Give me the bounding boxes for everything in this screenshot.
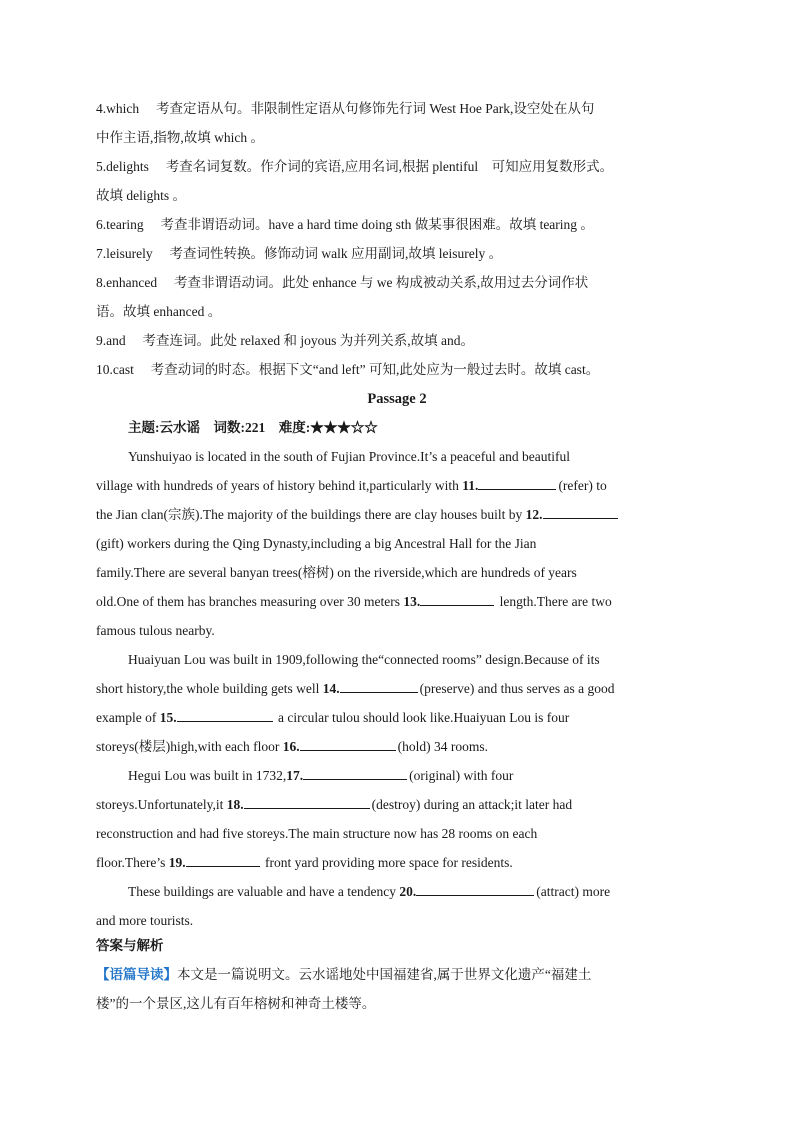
p4-line-1-text: These buildings are valuable and have a tendency	[128, 884, 400, 899]
p2-line-3	[96, 708, 569, 728]
p1-line-5: family.There are several banyan trees(榕树) on the riverside,which are hundreds of years	[96, 565, 577, 580]
blank-17[interactable]	[303, 766, 407, 780]
p3-line-1-hint: (original) with four	[409, 768, 514, 783]
blank-number-14: 14.	[322, 681, 340, 696]
blank-20[interactable]	[416, 882, 534, 896]
passage-title: Passage 2	[367, 391, 427, 407]
blank-number-17: 17.	[286, 768, 304, 783]
p2-line-2-hint: (preserve) and thus serves as a good	[419, 681, 615, 696]
p1-line-6-tail: length.There are two	[496, 594, 612, 609]
p1-line-6	[96, 592, 612, 612]
passage-meta: 主题:云水谣 词数:221 难度:★★★☆☆	[128, 420, 378, 435]
p1-line-4: (gift) workers during the Qing Dynasty,including a big Ancestral Hall for the Jian	[96, 536, 537, 551]
p1-line-2	[96, 476, 607, 496]
p3-line-4	[96, 853, 513, 873]
p2-line-4	[96, 737, 488, 757]
blank-18[interactable]	[244, 795, 370, 809]
answer-8-line-1: 8.enhanced 考查非谓语动词。此处 enhance 与 we 构成被动关系,故用过去分词作状	[96, 275, 589, 290]
blank-number-11: 11.	[462, 478, 479, 493]
blank-13[interactable]	[420, 592, 494, 606]
p1-line-1: Yunshuiyao is located in the south of Fujian Province.It’s a peaceful and beautiful	[128, 449, 571, 464]
p1-line-3-text: the Jian clan(宗族).The majority of the buildings there are clay houses built by	[96, 507, 526, 522]
p2-line-4-text: storeys(楼层)high,with each floor	[96, 739, 283, 754]
p1-line-6-text: old.One of them has branches measuring over 30 meters	[96, 594, 404, 609]
p1-line-7: famous tulous nearby.	[96, 623, 215, 638]
p3-line-4-tail: front yard providing more space for residents.	[261, 855, 513, 870]
answer-7: 7.leisurely 考查词性转换。修饰动词 walk 应用副词,故填 leisurely 。	[96, 246, 503, 261]
blank-number-18: 18.	[226, 797, 244, 812]
p2-line-3-tail: a circular tulou should look like.Huaiyuan Lou is four	[274, 710, 570, 725]
p3-line-2-hint: (destroy) during an attack;it later had	[371, 797, 573, 812]
analysis-tag: 【语篇导读】	[96, 967, 177, 982]
p4-line-1-hint: (attract) more	[536, 884, 611, 899]
p2-line-4-hint: (hold) 34 rooms.	[397, 739, 488, 754]
analysis-line-1-text: 本文是一篇说明文。云水谣地处中国福建省,属于世界文化遗产“福建土	[177, 967, 592, 982]
blank-number-19: 19.	[168, 855, 186, 870]
p2-line-1: Huaiyuan Lou was built in 1909,following the“connected rooms” design.Because of its	[128, 652, 600, 667]
p2-line-2	[96, 679, 615, 699]
analysis-line-1	[96, 965, 591, 985]
answer-4-line-2: 中作主语,指物,故填 which 。	[96, 130, 264, 145]
p2-line-3-text: example of	[96, 710, 160, 725]
answer-8-line-2: 语。故填 enhanced 。	[96, 304, 222, 319]
analysis-line-2: 楼”的一个景区,这儿有百年榕树和神奇土楼等。	[96, 996, 376, 1011]
p3-line-1-text: Hegui Lou was built in 1732,	[128, 768, 287, 783]
p3-line-4-text: floor.There’s	[96, 855, 169, 870]
blank-number-15: 15.	[159, 710, 177, 725]
p3-line-3: reconstruction and had five storeys.The main structure now has 28 rooms on each	[96, 826, 538, 841]
p4-line-2: and more tourists.	[96, 913, 194, 928]
answer-4-line-1: 4.which 考查定语从句。非限制性定语从句修饰先行词 West Hoe Park,设空处在从句	[96, 101, 595, 116]
p3-line-2-text: storeys.Unfortunately,it	[96, 797, 227, 812]
answer-6: 6.tearing 考查非谓语动词。have a hard time doing sth 做某事很困难。故填 tearing 。	[96, 217, 594, 232]
p1-line-2-text: village with hundreds of years of history behind it,particularly with	[96, 478, 463, 493]
analysis-heading: 答案与解析	[96, 938, 164, 954]
p1-line-3	[96, 505, 620, 525]
p1-line-2-hint: (refer) to	[558, 478, 607, 493]
blank-number-20: 20.	[399, 884, 417, 899]
p3-line-2	[96, 795, 572, 815]
blank-15[interactable]	[177, 708, 273, 722]
blank-number-12: 12.	[525, 507, 543, 522]
blank-16[interactable]	[300, 737, 396, 751]
blank-11[interactable]	[478, 476, 556, 490]
blank-19[interactable]	[186, 853, 260, 867]
blank-12[interactable]	[543, 505, 618, 519]
blank-number-16: 16.	[282, 739, 300, 754]
p2-line-2-text: short history,the whole building gets well	[96, 681, 323, 696]
answer-5-line-2: 故填 delights 。	[96, 188, 186, 203]
blank-number-13: 13.	[403, 594, 421, 609]
p3-line-1	[128, 766, 513, 786]
blank-14[interactable]	[340, 679, 418, 693]
answer-5-line-1: 5.delights 考查名词复数。作介词的宾语,应用名词,根据 plentiful 可知应用复数形式。	[96, 159, 614, 174]
p4-line-1	[128, 882, 610, 902]
answer-10: 10.cast 考查动词的时态。根据下文“and left” 可知,此处应为一般过去时。故填 cast。	[96, 362, 600, 377]
answer-9: 9.and 考查连词。此处 relaxed 和 joyous 为并列关系,故填 and。	[96, 333, 474, 348]
